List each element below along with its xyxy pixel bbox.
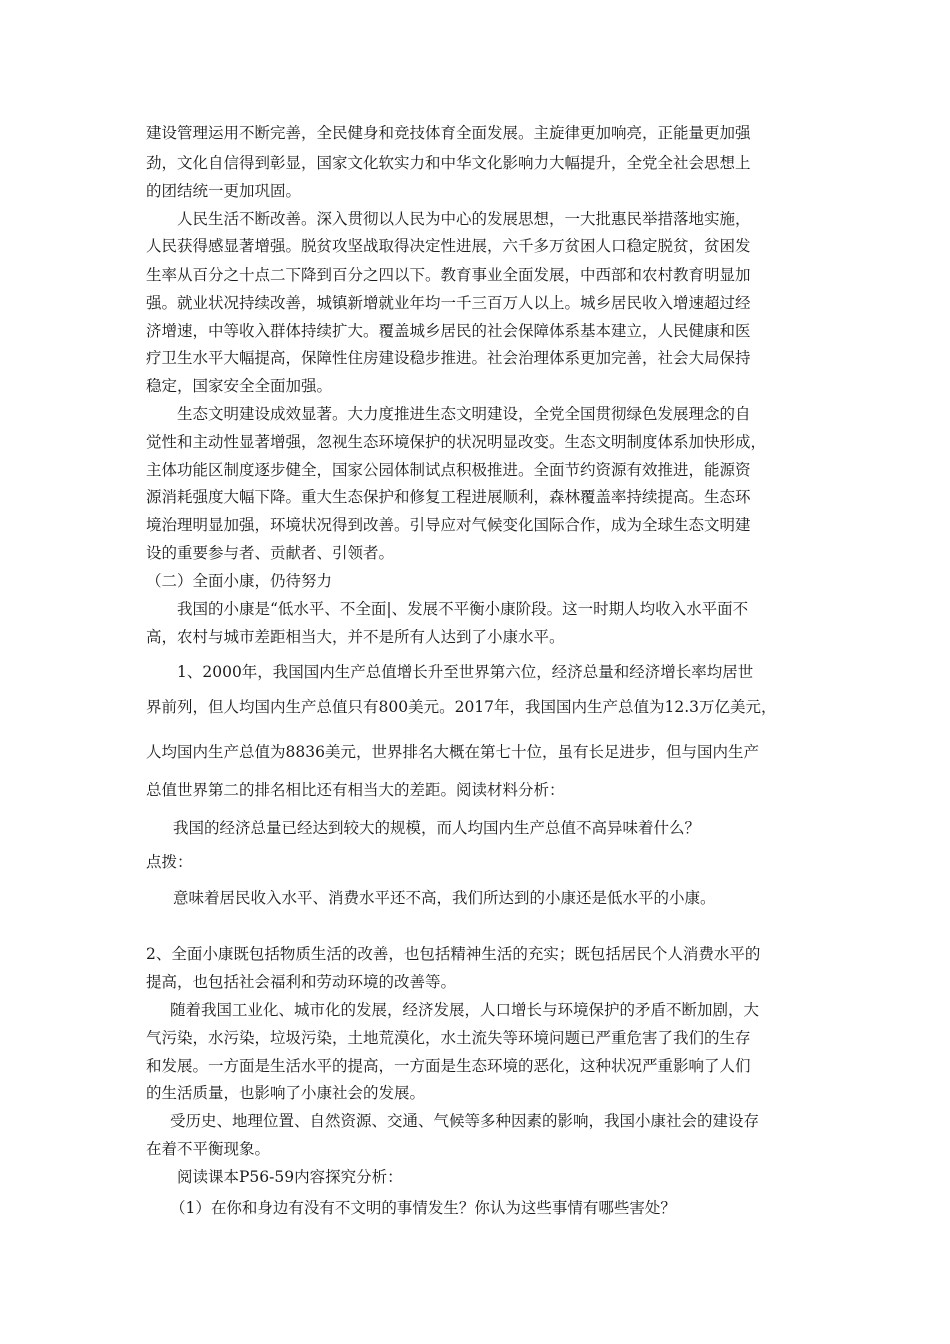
answer-line: 意味着居民收入水平、消费水平还不高，我们所达到的小康还是低水平的小康。 bbox=[173, 889, 716, 907]
paragraph-line: 境治理明显加强，环境状况得到改善。引导应对气候变化国际合作，成为全球生态文明建 bbox=[146, 516, 751, 534]
paragraph-line: 提高，也包括社会福利和劳动环境的改善等。 bbox=[146, 973, 457, 991]
paragraph-line: 我国的小康是“低水平、不全面|、发展不平衡小康阶段。这一时期人均收入水平面不 bbox=[177, 600, 749, 618]
paragraph-line: 和发展。一方面是生活水平的提高，一方面是生态环境的恶化，这种状况严重影响了人们 bbox=[146, 1057, 751, 1075]
paragraph-line: 的团结统一更加巩固。 bbox=[146, 182, 302, 200]
paragraph-line: 劲，文化自信得到彰显，国家文化软实力和中华文化影响力大幅提升，全党全社会思想上 bbox=[146, 154, 751, 172]
paragraph-line: 人均国内生产总值为8836美元，世界排名大概在第七十位，虽有长足进步，但与国内生产 bbox=[146, 743, 759, 761]
paragraph-line: 设的重要参与者、贡献者、引领者。 bbox=[146, 544, 395, 562]
paragraph-line: 强。就业状况持续改善，城镇新增就业年均一千三百万人以上。城乡居民收入增速超过经 bbox=[146, 294, 751, 312]
paragraph-line: 稳定，国家安全全面加强。 bbox=[146, 377, 333, 395]
paragraph-line: 觉性和主动性显著增强，忽视生态环境保护的状况明显改变。生态文明制度体系加快形成， bbox=[146, 433, 767, 451]
paragraph-line: 建设管理运用不断完善，全民健身和竞技体育全面发展。主旋律更加响亮，正能量更加强 bbox=[146, 124, 751, 142]
paragraph-line: 受历史、地理位置、自然资源、交通、气候等多种因素的影响，我国小康社会的建设存 bbox=[170, 1112, 760, 1130]
paragraph-line: 济增速，中等收入群体持续扩大。覆盖城乡居民的社会保障体系基本建立，人民健康和医 bbox=[146, 322, 751, 340]
paragraph-line: 阅读课本P56-59内容探究分析： bbox=[177, 1168, 403, 1186]
paragraph-line: 2、全面小康既包括物质生活的改善，也包括精神生活的充实；既包括居民个人消费水平的 bbox=[146, 945, 761, 963]
paragraph-line: 界前列，但人均国内生产总值只有800美元。2017年，我国国内生产总值为12.3万亿美元， bbox=[146, 698, 777, 716]
paragraph-line: 高，农村与城市差距相当大，并不是所有人达到了小康水平。 bbox=[146, 628, 565, 646]
paragraph-line: 生态文明建设成效显著。大力度推进生态文明建设，全党全国贯彻绿色发展理念的自 bbox=[177, 405, 751, 423]
paragraph-line: 人民获得感显著增强。脱贫攻坚战取得决定性进展，六千多万贫困人口稳定脱贫，贫困发 bbox=[146, 237, 751, 255]
paragraph-line: 的生活质量，也影响了小康社会的发展。 bbox=[146, 1084, 426, 1102]
paragraph-line: 在着不平衡现象。 bbox=[146, 1140, 271, 1158]
paragraph-line: 生率从百分之十点二下降到百分之四以下。教育事业全面发展，中西部和农村教育明显加 bbox=[146, 266, 751, 284]
question-line: （1）在你和身边有没有不文明的事情发生？你认为这些事情有哪些害处？ bbox=[170, 1199, 676, 1217]
paragraph-line: 人民生活不断改善。深入贯彻以人民为中心的发展思想，一大批惠民举措落地实施， bbox=[177, 210, 751, 228]
section-heading: （二）全面小康，仍待努力 bbox=[146, 572, 333, 590]
paragraph-line: 随着我国工业化、城市化的发展，经济发展，人口增长与环境保护的矛盾不断加剧，大 bbox=[170, 1001, 760, 1019]
paragraph-line: 疗卫生水平大幅提高，保障性住房建设稳步推进。社会治理体系更加完善，社会大局保持 bbox=[146, 349, 751, 367]
paragraph-line: 1、2000年，我国国内生产总值增长升至世界第六位，经济总量和经济增长率均居世 bbox=[177, 663, 754, 681]
paragraph-line: 总值世界第二的排名相比还有相当大的差距。阅读材料分析： bbox=[146, 781, 565, 799]
hint-label: 点拨： bbox=[146, 853, 193, 871]
question-line: 我国的经济总量已经达到较大的规模，而人均国内生产总值不高异味着什么？ bbox=[173, 819, 701, 837]
paragraph-line: 气污染，水污染，垃圾污染，土地荒漠化，水土流失等环境问题已严重危害了我们的生存 bbox=[146, 1029, 751, 1047]
paragraph-line: 主体功能区制度逐步健全，国家公园体制试点积极推进。全面节约资源有效推进，能源资 bbox=[146, 461, 751, 479]
paragraph-line: 源消耗强度大幅下降。重大生态保护和修复工程进展顺利，森林覆盖率持续提高。生态环 bbox=[146, 488, 751, 506]
